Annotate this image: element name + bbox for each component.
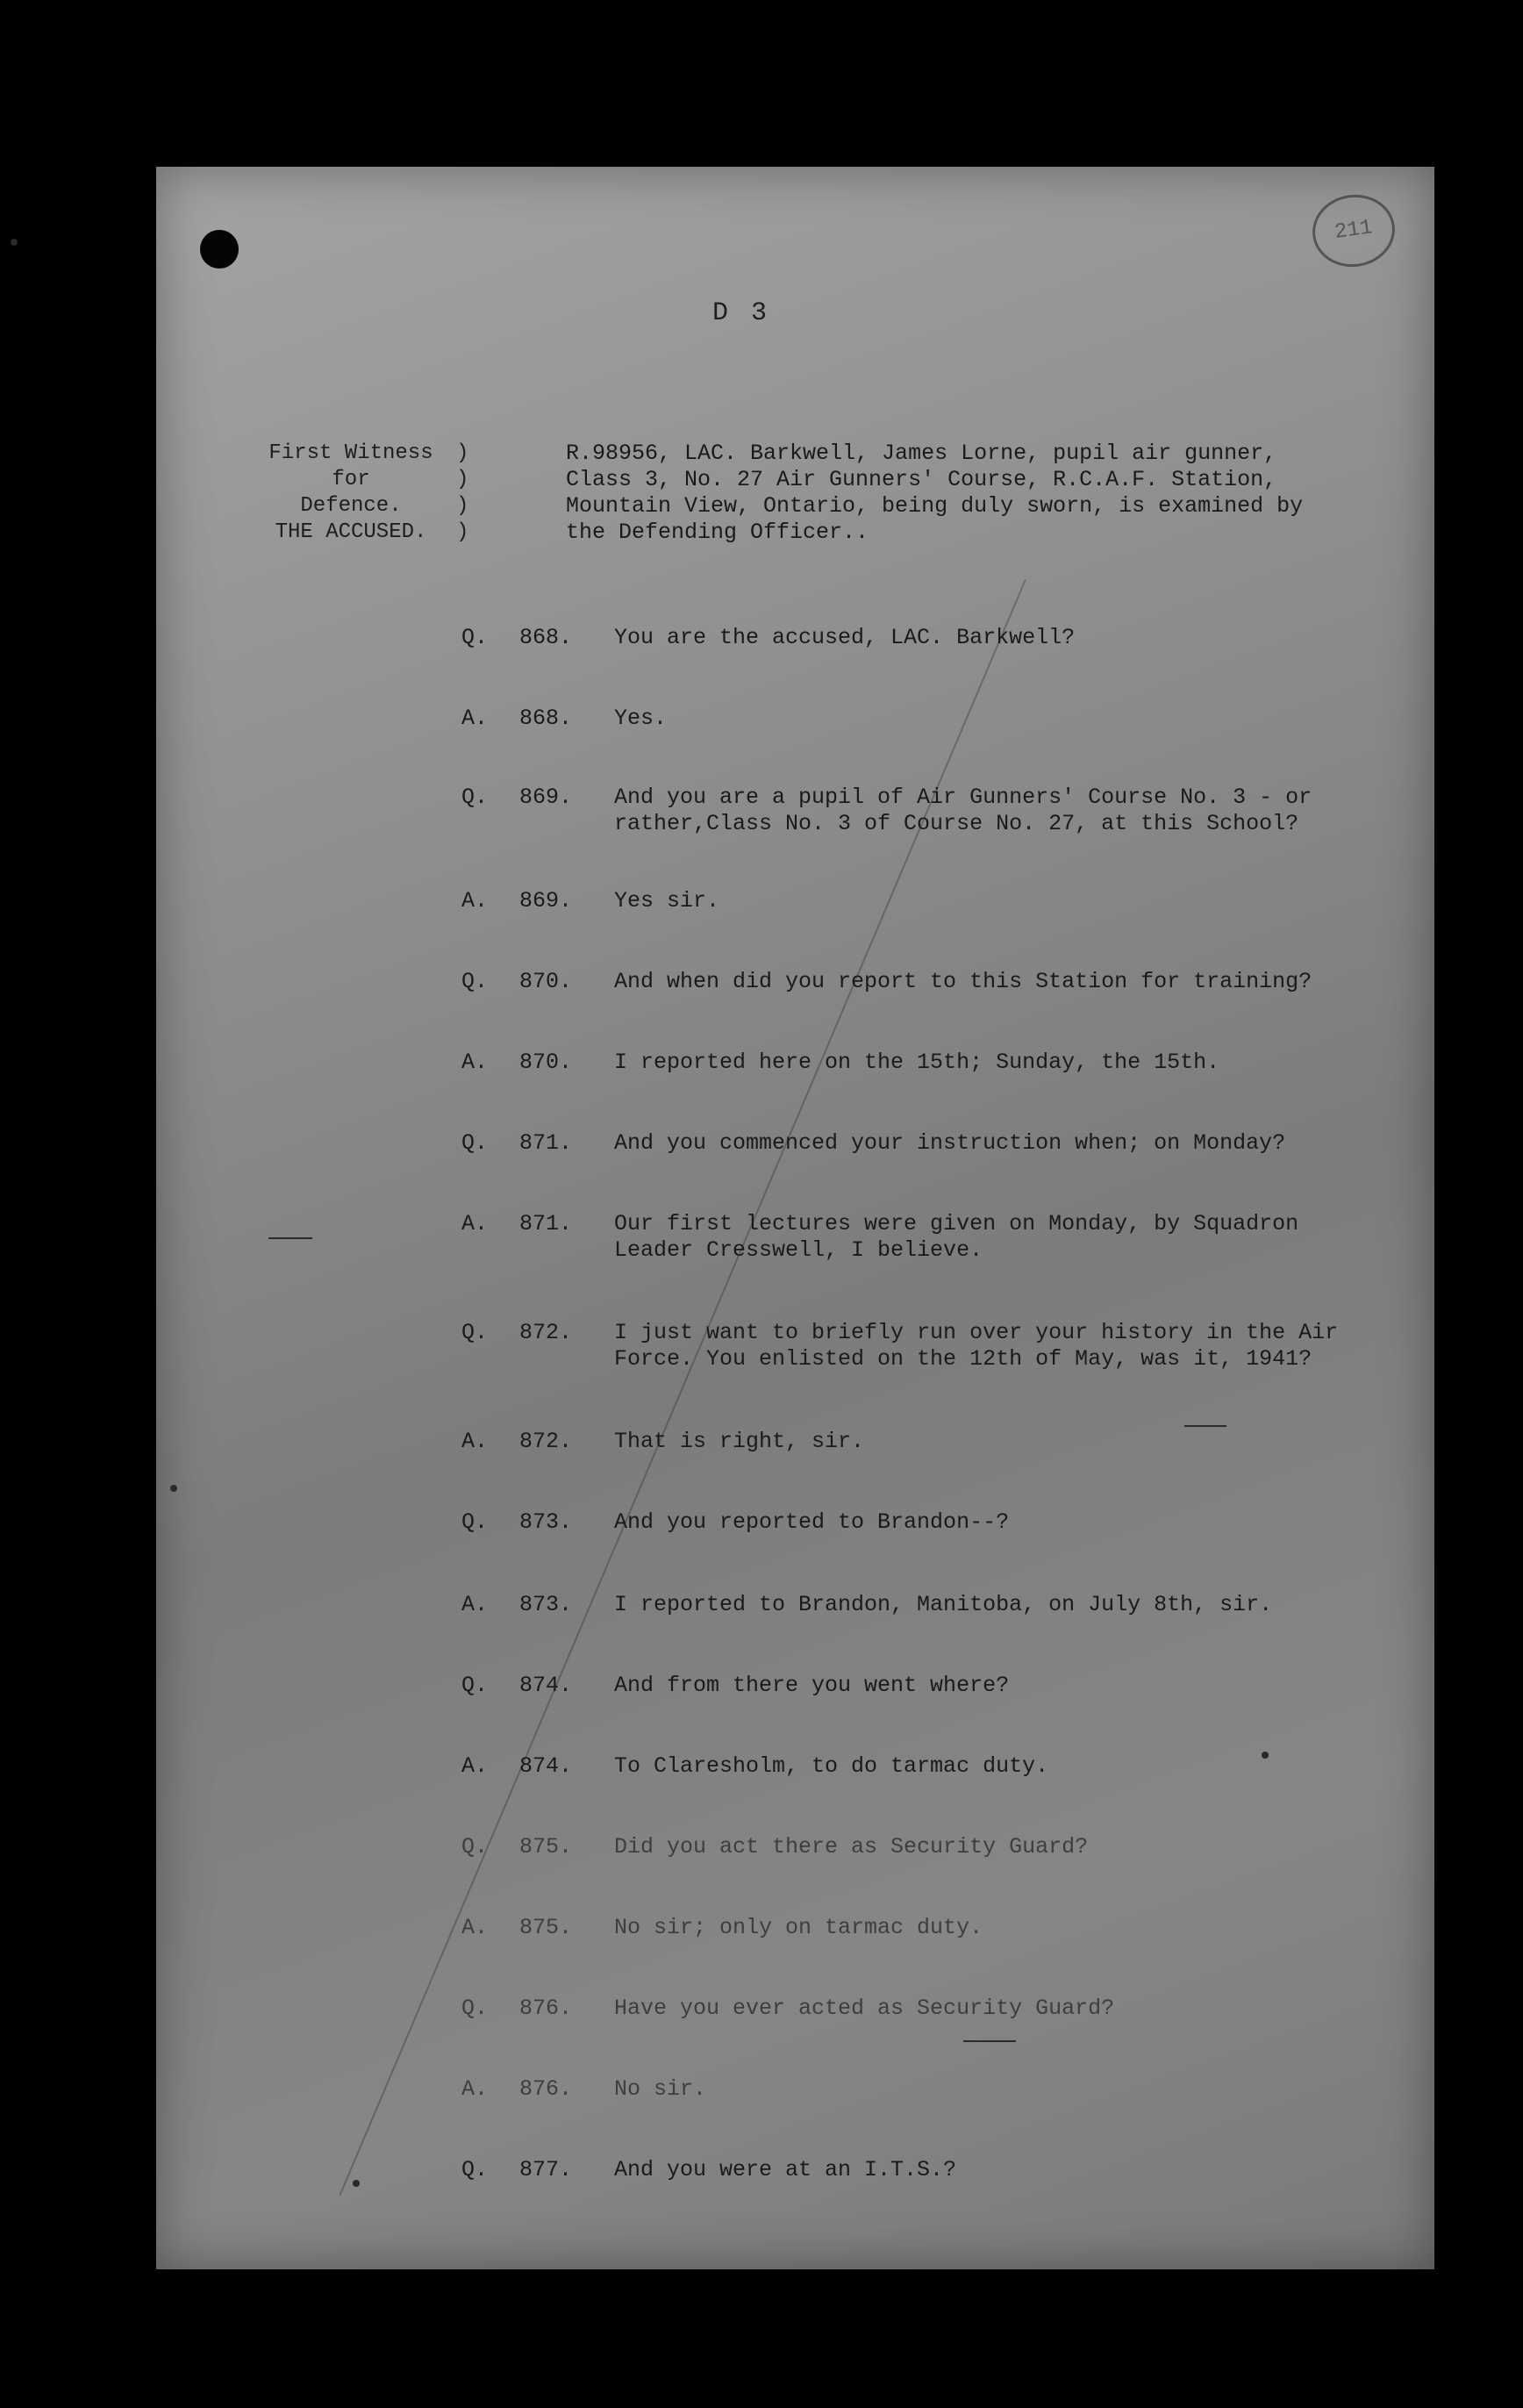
- margin-mark: [268, 1237, 312, 1239]
- qa-label: A.: [461, 1915, 489, 1940]
- qa-label: Q.: [461, 2157, 489, 2182]
- qa-text: Have you ever acted as Security Guard?: [614, 1996, 1115, 2021]
- qa-number: 871.: [519, 1130, 573, 1156]
- qa-text: Yes sir.: [614, 888, 720, 914]
- qa-number: 872.: [519, 1429, 573, 1454]
- bracket: ): [456, 494, 469, 518]
- qa-label: Q.: [461, 1673, 489, 1698]
- qa-label: Q.: [461, 1320, 489, 1345]
- qa-text: Did you act there as Security Guard?: [614, 1834, 1089, 1860]
- underline-mark: [963, 2040, 1016, 2042]
- qa-label: Q.: [461, 785, 489, 810]
- qa-number: 874.: [519, 1673, 573, 1698]
- qa-text: No sir; only on tarmac duty.: [614, 1915, 983, 1940]
- qa-number: 873.: [519, 1509, 573, 1535]
- qa-number: 874.: [519, 1753, 573, 1779]
- qa-text: And you were at an I.T.S.?: [614, 2157, 957, 2182]
- qa-label: Q.: [461, 1130, 489, 1156]
- qa-number: 871.: [519, 1211, 573, 1236]
- qa-text: Our first lectures were given on Monday, by Squadron Leader Cresswell, I believe.: [614, 1211, 1299, 1263]
- qa-label: A.: [461, 888, 489, 914]
- qa-text: You are the accused, LAC. Barkwell?: [614, 625, 1076, 650]
- bracket: ): [456, 441, 469, 465]
- qa-number: 875.: [519, 1915, 573, 1940]
- qa-number: 877.: [519, 2157, 573, 2182]
- qa-text: I reported to Brandon, Manitoba, on July 8th, sir.: [614, 1592, 1273, 1617]
- witness-label-line: THE ACCUSED.: [275, 520, 427, 544]
- qa-text: To Claresholm, to do tarmac duty.: [614, 1753, 1049, 1779]
- qa-number: 876.: [519, 2076, 573, 2102]
- qa-label: Q.: [461, 1834, 489, 1860]
- page-number-stamp: 211: [1308, 190, 1399, 272]
- qa-number: 868.: [519, 625, 573, 650]
- qa-text: And when did you report to this Station for training?: [614, 969, 1312, 994]
- margin-dot: [353, 2180, 360, 2187]
- qa-label: Q.: [461, 625, 489, 650]
- margin-dot: [1262, 1752, 1269, 1759]
- qa-text: And you commenced your instruction when; on Monday?: [614, 1130, 1286, 1156]
- qa-label: A.: [461, 1050, 489, 1075]
- witness-intro: R.98956, LAC. Barkwell, James Lorne, pupil air gunner, Class 3, No. 27 Air Gunners' Course, R.C.A.F. Station, Mountain View, Ontario, being duly sworn, is examined by the Defending Officer..: [566, 441, 1304, 545]
- qa-number: 869.: [519, 888, 573, 914]
- qa-number: 870.: [519, 969, 573, 994]
- bracket: ): [456, 468, 469, 491]
- qa-text: That is right, sir.: [614, 1429, 865, 1454]
- punch-hole: [200, 230, 239, 269]
- qa-label: A.: [461, 1592, 489, 1617]
- qa-number: 876.: [519, 1996, 573, 2021]
- qa-label: A.: [461, 1211, 489, 1236]
- qa-text: And you reported to Brandon--?: [614, 1509, 1010, 1535]
- witness-label-line: for: [332, 468, 370, 491]
- witness-brackets: [456, 441, 474, 546]
- witness-label-line: First Witness: [268, 441, 433, 465]
- qa-label: Q.: [461, 1509, 489, 1535]
- margin-dot: [11, 239, 18, 246]
- qa-label: A.: [461, 706, 489, 731]
- qa-label: A.: [461, 1429, 489, 1454]
- margin-dot: [170, 1485, 177, 1492]
- qa-number: 872.: [519, 1320, 573, 1345]
- qa-label: Q.: [461, 1996, 489, 2021]
- qa-label: A.: [461, 2076, 489, 2102]
- qa-label: Q.: [461, 969, 489, 994]
- qa-label: A.: [461, 1753, 489, 1779]
- witness-label-line: Defence.: [300, 494, 402, 518]
- qa-number: 873.: [519, 1592, 573, 1617]
- underline-mark: [1184, 1425, 1226, 1427]
- page-code: D 3: [712, 298, 771, 328]
- qa-number: 870.: [519, 1050, 573, 1075]
- qa-number: 868.: [519, 706, 573, 731]
- qa-text: Yes.: [614, 706, 668, 731]
- qa-text: And you are a pupil of Air Gunners' Course No. 3 - or rather,Class No. 3 of Course No. 27, at this School?: [614, 785, 1312, 836]
- qa-text: And from there you went where?: [614, 1673, 1010, 1698]
- qa-text: I just want to briefly run over your history in the Air Force. You enlisted on the 12th of May, was it, 1941?: [614, 1320, 1339, 1372]
- witness-label: [246, 441, 456, 546]
- qa-number: 875.: [519, 1834, 573, 1860]
- bracket: ): [456, 520, 469, 544]
- qa-text: I reported here on the 15th; Sunday, the 15th.: [614, 1050, 1220, 1075]
- qa-text: No sir.: [614, 2076, 707, 2102]
- qa-number: 869.: [519, 785, 573, 810]
